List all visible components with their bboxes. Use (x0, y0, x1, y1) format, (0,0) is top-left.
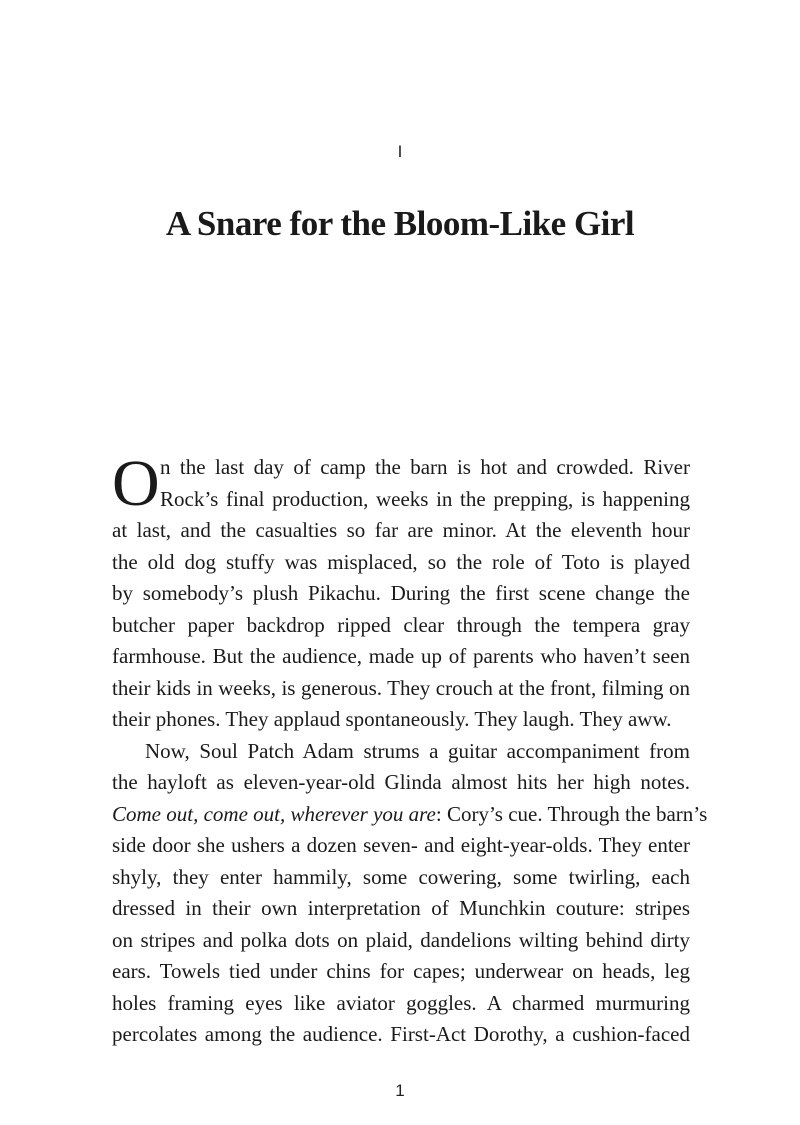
text-line: butcher paper backdrop ripped clear through the tempera gray (112, 612, 690, 637)
text-line: side door she ushers a dozen seven- and eight-year-olds. They enter (112, 833, 690, 857)
text-fragment: : Cory’s cue. Through the barn’s (435, 801, 708, 826)
text-line: percolates among the audience. First-Act Dorothy, a cushion-faced (112, 1022, 690, 1046)
page-number: 1 (395, 1081, 405, 1100)
text-line: shyly, they enter hammily, some cowering, some twirling, each (112, 864, 690, 889)
italic-quote: Come out, come out, wherever you are (112, 801, 436, 826)
text-line: at last, and the casualties so far are minor. At the eleventh hour (112, 518, 690, 542)
text-line: dressed in their own interpretation of Munchkin couture: stripes (112, 896, 690, 920)
text-line: the old dog stuffy was misplaced, so the role of Toto is played (112, 549, 690, 574)
text-line: farmhouse. But the audience, made up of parents who haven’t seen (112, 644, 690, 668)
text-line: by somebody’s plush Pikachu. During the first scene change the (112, 581, 690, 605)
text-line: Rock’s final production, weeks in the prepping, is happening (160, 486, 690, 511)
chapter-number: I (397, 142, 403, 161)
chapter-title: A Snare for the Bloom-Like Girl (165, 204, 635, 243)
drop-cap: O (112, 447, 160, 520)
text-line: their kids in weeks, is generous. They crouch at the front, filming on (112, 675, 690, 700)
text-line: Now, Soul Patch Adam strums a guitar accompaniment from (145, 738, 690, 763)
text-line: holes framing eyes like aviator goggles. A charmed murmuring (112, 990, 690, 1015)
text-line: ears. Towels tied under chins for capes; underwear on heads, leg (112, 959, 690, 983)
text-line: the hayloft as eleven-year-old Glinda almost hits her high notes. (112, 770, 690, 794)
text-line: their phones. They applaud spontaneously. They laugh. They aww. (112, 707, 672, 731)
body-text (112, 447, 708, 1051)
text-line-mixed (112, 799, 708, 831)
text-line: n the last day of camp the barn is hot and crowded. River (160, 455, 690, 479)
text-line: on stripes and polka dots on plaid, dandelions wilting behind dirty (112, 927, 690, 952)
